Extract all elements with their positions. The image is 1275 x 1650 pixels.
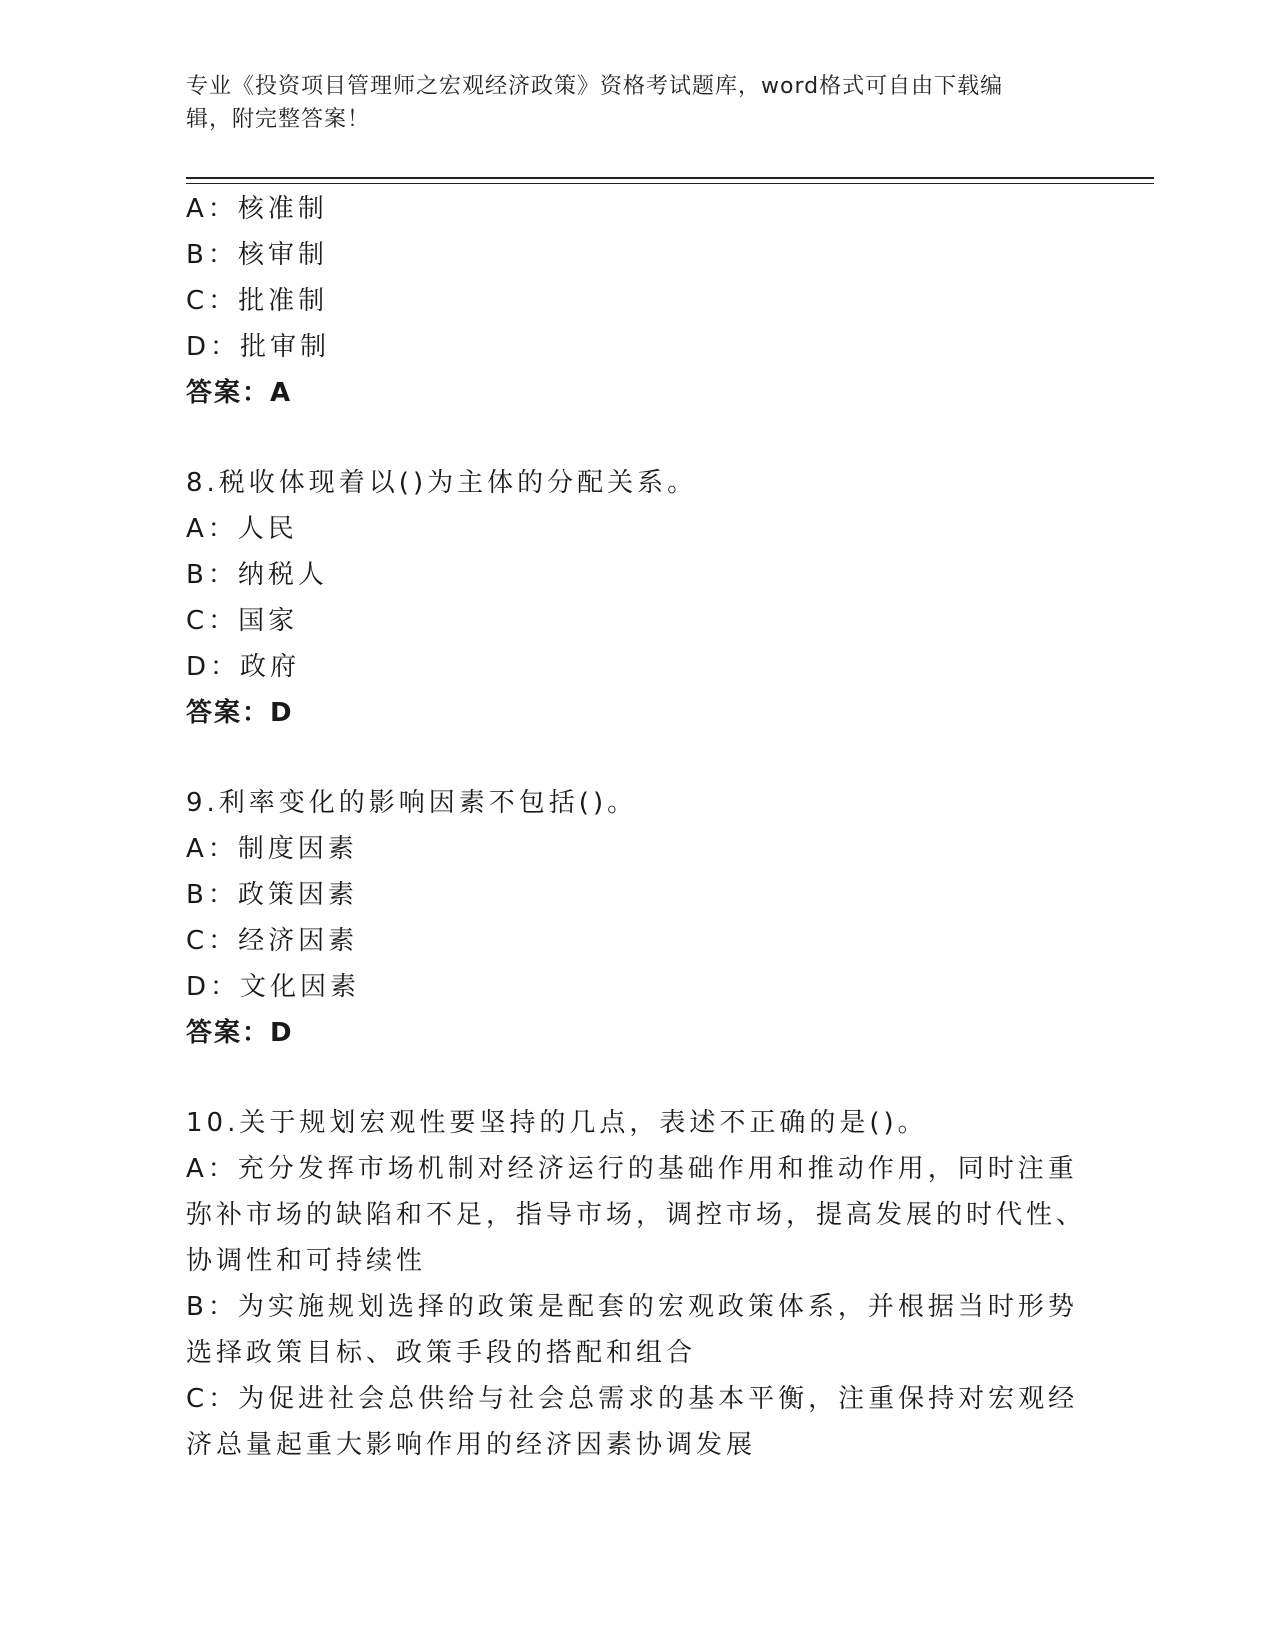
option-c: C：经济因素: [186, 926, 359, 956]
option-a: A：核准制: [186, 194, 328, 224]
answer: 答案：D: [186, 698, 294, 728]
option-a: A：充分发挥市场机制对经济运行的基础作用和推动作用，同时注重弥补市场的缺陷和不足，指导市场，调控市场，提高发展的时代性、协调性和可持续性: [186, 1154, 1087, 1276]
header-line-2: 辑，附完整答案！: [186, 107, 371, 132]
question-8: [186, 460, 1086, 736]
option-b: B：为实施规划选择的政策是配套的宏观政策体系，并根据当时形势选择政策目标、政策手段的搭配和组合: [186, 1292, 1078, 1368]
question-text: 10.关于规划宏观性要坚持的几点，表述不正确的是()。: [186, 1108, 928, 1138]
option-a: A：制度因素: [186, 834, 358, 864]
option-b: B：核审制: [186, 240, 328, 270]
spacer: [186, 416, 1086, 460]
document-header: [186, 70, 1066, 136]
option-d: D：批审制: [186, 332, 331, 362]
question-text: 8.税收体现着以()为主体的分配关系。: [186, 468, 698, 498]
question-7: [186, 186, 1086, 416]
answer: 答案：A: [186, 378, 293, 408]
option-c: C：为促进社会总供给与社会总需求的基本平衡，注重保持对宏观经济总量起重大影响作用的经济因素协调发展: [186, 1384, 1079, 1460]
option-c: C：国家: [186, 606, 299, 636]
option-b: B：纳税人: [186, 560, 328, 590]
answer: 答案：D: [186, 1018, 294, 1048]
header-line-1: 专业《投资项目管理师之宏观经济政策》资格考试题库，word格式可自由下载编: [186, 74, 1004, 99]
question-list: [186, 186, 1086, 1468]
option-a: A：人民: [186, 514, 298, 544]
spacer: [186, 736, 1086, 780]
question-text: 9.利率变化的影响因素不包括()。: [186, 788, 638, 818]
question-9: [186, 780, 1086, 1056]
question-10: [186, 1100, 1086, 1468]
option-d: D：文化因素: [186, 972, 361, 1002]
option-d: D：政府: [186, 652, 301, 682]
spacer: [186, 1056, 1086, 1100]
option-c: C：批准制: [186, 286, 329, 316]
header-rule-thin: [186, 183, 1154, 184]
header-rule-thick: [186, 177, 1154, 179]
option-b: B：政策因素: [186, 880, 358, 910]
